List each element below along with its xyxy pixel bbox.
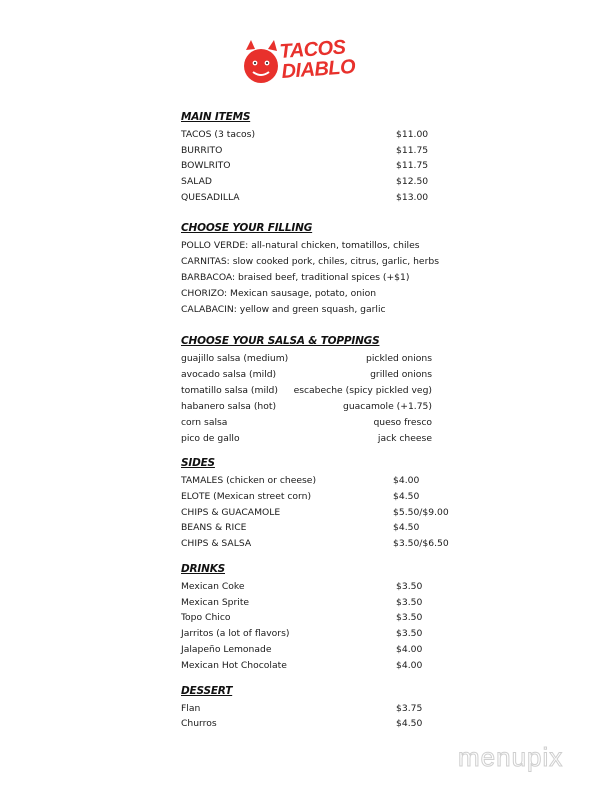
topping-item: guacamole (+1.75) <box>343 401 432 412</box>
item-price: $5.50/$9.00 <box>393 507 449 518</box>
item-price: $4.50 <box>393 522 420 533</box>
item-price: $4.50 <box>396 718 423 729</box>
devil-logo-icon <box>238 36 378 88</box>
item-price: $4.00 <box>396 644 423 655</box>
item-price: $3.75 <box>396 703 423 714</box>
item-price: $11.75 <box>396 145 429 156</box>
item-price: $4.50 <box>393 491 420 502</box>
menupix-watermark <box>452 734 602 784</box>
salsa-item: tomatillo salsa (mild) <box>181 385 278 396</box>
item-price: $12.50 <box>396 176 429 187</box>
item-name: TAMALES (chicken or cheese) <box>181 475 317 486</box>
dessert-heading: DESSERT <box>181 685 233 697</box>
salsa-item: avocado salsa (mild) <box>181 369 277 380</box>
filling-item: BARBACOA: braised beef, traditional spices (+$1) <box>181 272 410 283</box>
item-name: ELOTE (Mexican street corn) <box>181 491 312 502</box>
topping-item: escabeche (spicy pickled veg) <box>293 385 432 396</box>
item-name: QUESADILLA <box>181 192 240 203</box>
item-price: $3.50/$6.50 <box>393 538 449 549</box>
sides-heading: SIDES <box>181 457 215 469</box>
menupix-watermark-icon <box>452 734 602 784</box>
item-name: SALAD <box>181 176 212 187</box>
logo-line1: TACOS <box>278 36 347 63</box>
item-name: TACOS (3 tacos) <box>181 129 256 140</box>
filling-item: CALABACIN: yellow and green squash, garlic <box>181 304 386 315</box>
item-name: Mexican Hot Chocolate <box>181 660 287 671</box>
item-price: $13.00 <box>396 192 429 203</box>
item-name: CHIPS & SALSA <box>181 538 252 549</box>
item-price: $4.00 <box>393 475 420 486</box>
logo-line2: DIABLO <box>280 55 356 83</box>
item-price: $11.75 <box>396 160 429 171</box>
item-price: $4.00 <box>396 660 423 671</box>
item-price: $3.50 <box>396 597 423 608</box>
item-name: Mexican Sprite <box>181 597 250 608</box>
item-name: Topo Chico <box>181 612 231 623</box>
tacos-diablo-logo <box>238 36 378 88</box>
item-name: CHIPS & GUACAMOLE <box>181 507 281 518</box>
salsa-item: pico de gallo <box>181 433 240 444</box>
item-name: BURRITO <box>181 145 223 156</box>
item-name: Mexican Coke <box>181 581 245 592</box>
topping-item: queso fresco <box>373 417 432 428</box>
drinks-heading: DRINKS <box>181 563 225 575</box>
filling-heading: CHOOSE YOUR FILLING <box>181 222 313 234</box>
item-name: Jarritos (a lot of flavors) <box>181 628 290 639</box>
item-name: BOWLRITO <box>181 160 231 171</box>
filling-item: CARNITAS: slow cooked pork, chiles, citrus, garlic, herbs <box>181 256 439 267</box>
salsa-item: guajillo salsa (medium) <box>181 353 289 364</box>
salsa-item: habanero salsa (hot) <box>181 401 277 412</box>
item-name: Jalapeño Lemonade <box>181 644 272 655</box>
item-name: BEANS & RICE <box>181 522 247 533</box>
topping-item: pickled onions <box>366 353 432 364</box>
salsa-toppings-heading: CHOOSE YOUR SALSA & TOPPINGS <box>181 335 380 347</box>
item-name: Flan <box>181 703 201 714</box>
item-price: $3.50 <box>396 628 423 639</box>
topping-item: jack cheese <box>377 433 432 444</box>
topping-item: grilled onions <box>370 369 432 380</box>
main-items-heading: MAIN ITEMS <box>181 111 251 123</box>
watermark-text: menupix <box>458 742 564 772</box>
item-name: Churros <box>181 718 217 729</box>
salsa-item: corn salsa <box>181 417 228 428</box>
filling-item: CHORIZO: Mexican sausage, potato, onion <box>181 288 377 299</box>
item-price: $3.50 <box>396 581 423 592</box>
filling-item: POLLO VERDE: all-natural chicken, tomatillos, chiles <box>181 240 420 251</box>
item-price: $11.00 <box>396 129 429 140</box>
item-price: $3.50 <box>396 612 423 623</box>
